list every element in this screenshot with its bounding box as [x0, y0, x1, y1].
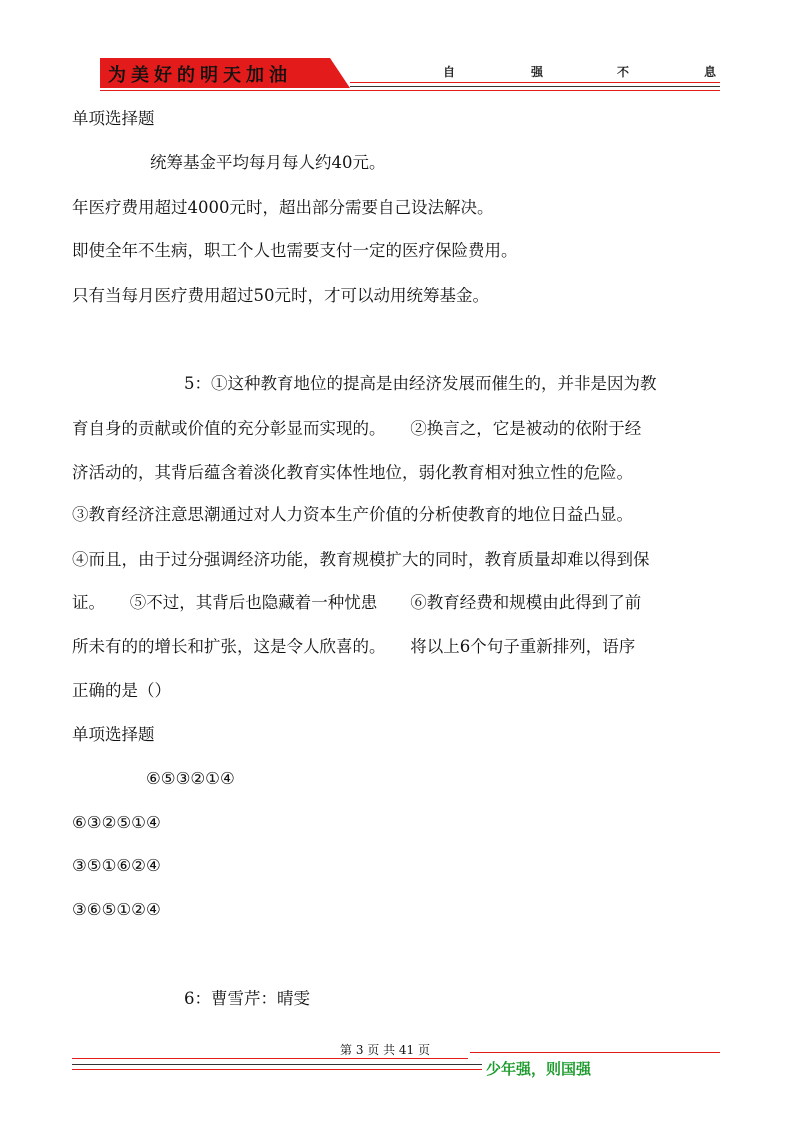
footer-slogan: 少年强，则国强 — [486, 1060, 592, 1078]
header-rule-bottom — [100, 90, 720, 91]
header-motto-char: 息 — [704, 65, 717, 79]
footer-rule-bottom — [72, 1069, 482, 1070]
header-rule-top — [350, 82, 720, 83]
question-stem-line: 证。 ⑤不过，其背后也隐藏着一种忧患 ⑥教育经费和规模由此得到了前 — [72, 593, 642, 612]
answer-option: 年医疗费用超过4000元时，超出部分需要自己设法解决。 — [72, 198, 494, 217]
question-stem-line: 育自身的贡献或价值的充分彰显而实现的。 ②换言之，它是被动的依附于经 — [72, 419, 642, 438]
question-stem-line: 所未有的的增长和扩张，这是令人欣喜的。 将以上6个句子重新排列，语序 — [72, 637, 636, 656]
header-banner-text: 为美好的明天加油 — [108, 65, 292, 86]
header-motto-char: 自 — [443, 65, 456, 79]
answer-option: 只有当每月医疗费用超过50元时，才可以动用统筹基金。 — [72, 286, 489, 305]
header-rule-middle — [350, 86, 720, 87]
footer-rule-middle — [72, 1064, 482, 1065]
footer-rule-top-right — [470, 1052, 720, 1053]
question-stem-line: 6：曹雪芹：晴雯 — [184, 989, 310, 1008]
question-stem-line: 正确的是（） — [72, 681, 171, 700]
answer-option: 即使全年不生病，职工个人也需要支付一定的医疗保险费用。 — [72, 241, 518, 260]
question-stem-line: ③教育经济注意思潮通过对人力资本生产价值的分析使教育的地位日益凸显。 — [72, 505, 633, 524]
question-type-label: 单项选择题 — [72, 725, 155, 744]
page-number: 第 3 页 共 41 页 — [340, 1043, 430, 1057]
header-motto-char: 不 — [617, 65, 630, 79]
answer-option: ③⑥⑤①②④ — [72, 900, 161, 919]
question-stem-line: ④而且，由于过分强调经济功能，教育规模扩大的同时，教育质量却难以得到保 — [72, 550, 650, 569]
answer-option: 统筹基金平均每月每人约40元。 — [150, 153, 386, 172]
answer-option: ③⑤①⑥②④ — [72, 856, 161, 875]
question-stem-line: 5：①这种教育地位的提高是由经济发展而催生的，并非是因为教 — [184, 374, 657, 393]
answer-option: ⑥③②⑤①④ — [72, 813, 161, 832]
question-stem-line: 济活动的，其背后蕴含着淡化教育实体性地位，弱化教育相对独立性的危险。 — [72, 463, 633, 482]
answer-option: ⑥⑤③②①④ — [146, 769, 235, 788]
footer-rule-top-left — [72, 1058, 468, 1059]
header-motto-char: 强 — [531, 65, 544, 79]
question-type-label: 单项选择题 — [72, 109, 155, 128]
